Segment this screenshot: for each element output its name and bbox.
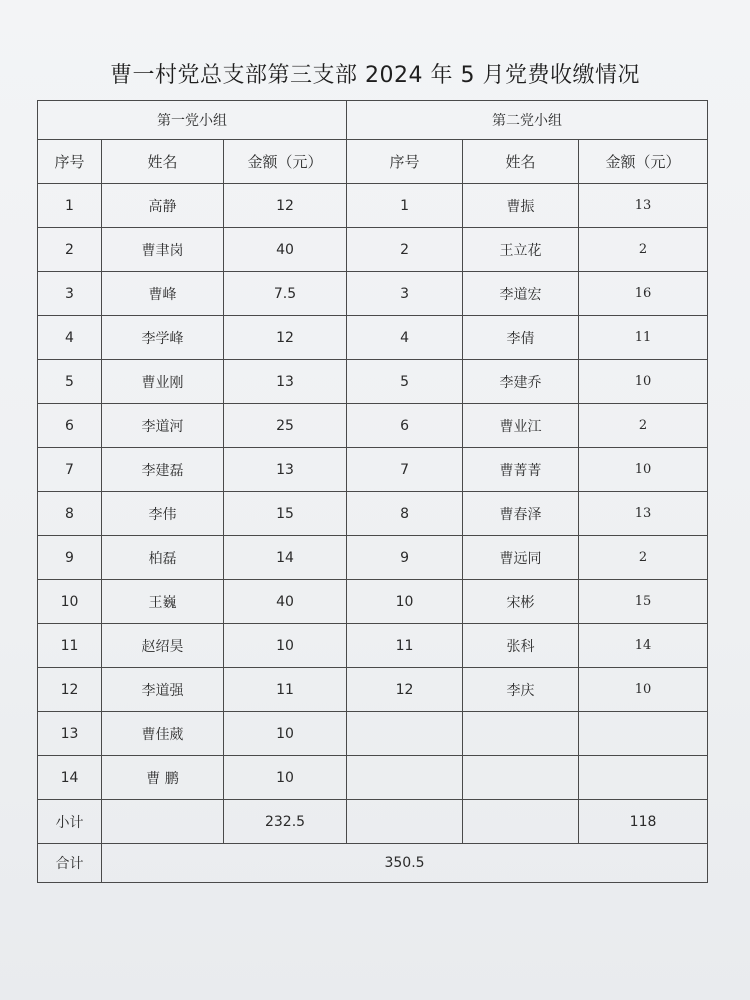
group2-header: 第二党小组 <box>347 101 708 140</box>
member-name: 曹佳葳 <box>102 712 224 756</box>
dues-amount: 12 <box>224 184 347 228</box>
member-name: 宋彬 <box>463 580 579 624</box>
member-name: 曹菁菁 <box>463 448 579 492</box>
group2-subtotal: 118 <box>579 800 708 844</box>
row-number: 7 <box>347 448 463 492</box>
member-name: 赵绍昊 <box>102 624 224 668</box>
table-row <box>38 624 708 668</box>
grand-total: 350.5 <box>102 844 708 883</box>
table-row <box>38 580 708 624</box>
table-row <box>38 668 708 712</box>
dues-amount: 13 <box>579 492 708 536</box>
dues-amount: 13 <box>224 360 347 404</box>
dues-amount: 10 <box>579 360 708 404</box>
member-name <box>463 712 579 756</box>
table-row <box>38 184 708 228</box>
group1-header: 第一党小组 <box>38 101 347 140</box>
row-number: 4 <box>38 316 102 360</box>
col-header-name: 姓名 <box>102 140 224 184</box>
member-name <box>463 756 579 800</box>
member-name: 高静 <box>102 184 224 228</box>
dues-amount: 10 <box>579 448 708 492</box>
member-name: 柏磊 <box>102 536 224 580</box>
row-number: 10 <box>347 580 463 624</box>
row-number: 4 <box>347 316 463 360</box>
row-number <box>347 756 463 800</box>
empty-cell <box>463 800 579 844</box>
table-row <box>38 228 708 272</box>
member-name: 李庆 <box>463 668 579 712</box>
table-row <box>38 272 708 316</box>
page-title: 曹一村党总支部第三支部 2024 年 5 月党费收缴情况 <box>110 63 640 88</box>
dues-amount: 12 <box>224 316 347 360</box>
group1-subtotal: 232.5 <box>224 800 347 844</box>
subtotal-label: 小计 <box>38 800 102 844</box>
table-row <box>38 756 708 800</box>
member-name: 王立花 <box>463 228 579 272</box>
table-row <box>38 360 708 404</box>
member-name: 李道河 <box>102 404 224 448</box>
row-number: 9 <box>38 536 102 580</box>
row-number: 12 <box>347 668 463 712</box>
row-number <box>347 712 463 756</box>
member-name: 曹 鹏 <box>102 756 224 800</box>
table-row <box>38 712 708 756</box>
col-header-no: 序号 <box>347 140 463 184</box>
member-name: 曹远同 <box>463 536 579 580</box>
dues-amount: 40 <box>224 580 347 624</box>
row-number: 2 <box>347 228 463 272</box>
row-number: 1 <box>38 184 102 228</box>
row-number: 11 <box>347 624 463 668</box>
empty-cell <box>347 800 463 844</box>
member-name: 曹振 <box>463 184 579 228</box>
member-name: 曹业江 <box>463 404 579 448</box>
dues-amount: 2 <box>579 228 708 272</box>
column-header-row <box>38 140 708 184</box>
dues-amount: 15 <box>224 492 347 536</box>
table-row <box>38 492 708 536</box>
total-label: 合计 <box>38 844 102 883</box>
member-name: 李建磊 <box>102 448 224 492</box>
table-row <box>38 448 708 492</box>
row-number: 3 <box>38 272 102 316</box>
member-name: 王巍 <box>102 580 224 624</box>
member-name: 曹峰 <box>102 272 224 316</box>
member-name: 李道强 <box>102 668 224 712</box>
row-number: 12 <box>38 668 102 712</box>
member-name: 李伟 <box>102 492 224 536</box>
dues-amount: 2 <box>579 536 708 580</box>
row-number: 3 <box>347 272 463 316</box>
dues-amount: 11 <box>579 316 708 360</box>
row-number: 8 <box>38 492 102 536</box>
row-number: 2 <box>38 228 102 272</box>
table-row <box>38 536 708 580</box>
dues-amount: 10 <box>579 668 708 712</box>
dues-amount: 15 <box>579 580 708 624</box>
member-name: 曹聿岗 <box>102 228 224 272</box>
member-name: 张科 <box>463 624 579 668</box>
row-number: 6 <box>347 404 463 448</box>
table-row <box>38 404 708 448</box>
col-header-amount: 金额（元） <box>224 140 347 184</box>
member-name: 曹业刚 <box>102 360 224 404</box>
col-header-name: 姓名 <box>463 140 579 184</box>
subtotal-row <box>38 800 708 844</box>
row-number: 13 <box>38 712 102 756</box>
dues-amount: 25 <box>224 404 347 448</box>
dues-amount: 10 <box>224 624 347 668</box>
group-header-row <box>38 101 708 140</box>
dues-amount <box>579 756 708 800</box>
dues-amount: 13 <box>224 448 347 492</box>
row-number: 5 <box>347 360 463 404</box>
row-number: 6 <box>38 404 102 448</box>
dues-amount: 11 <box>224 668 347 712</box>
row-number: 11 <box>38 624 102 668</box>
dues-amount: 16 <box>579 272 708 316</box>
row-number: 10 <box>38 580 102 624</box>
row-number: 8 <box>347 492 463 536</box>
row-number: 5 <box>38 360 102 404</box>
col-header-amount: 金额（元） <box>579 140 708 184</box>
dues-amount: 2 <box>579 404 708 448</box>
dues-amount: 14 <box>579 624 708 668</box>
dues-amount: 14 <box>224 536 347 580</box>
dues-amount: 10 <box>224 712 347 756</box>
total-row <box>38 844 708 883</box>
member-name: 李学峰 <box>102 316 224 360</box>
empty-cell <box>102 800 224 844</box>
row-number: 14 <box>38 756 102 800</box>
col-header-no: 序号 <box>38 140 102 184</box>
dues-amount <box>579 712 708 756</box>
member-name: 李倩 <box>463 316 579 360</box>
member-name: 李道宏 <box>463 272 579 316</box>
row-number: 9 <box>347 536 463 580</box>
dues-amount: 13 <box>579 184 708 228</box>
dues-table <box>37 100 708 883</box>
table-row <box>38 316 708 360</box>
member-name: 李建乔 <box>463 360 579 404</box>
row-number: 7 <box>38 448 102 492</box>
member-name: 曹春泽 <box>463 492 579 536</box>
dues-amount: 10 <box>224 756 347 800</box>
dues-amount: 7.5 <box>224 272 347 316</box>
dues-amount: 40 <box>224 228 347 272</box>
row-number: 1 <box>347 184 463 228</box>
